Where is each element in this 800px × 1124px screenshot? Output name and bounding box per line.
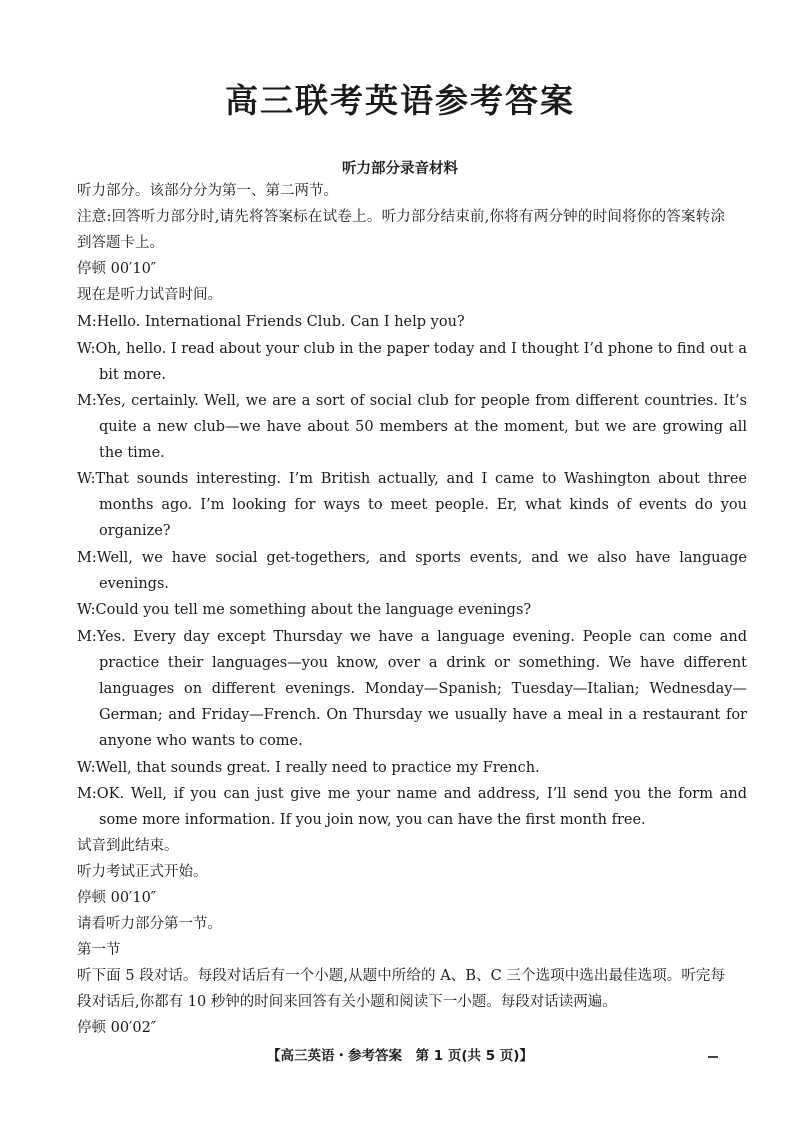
paragraph: 现在是听力试音时间。 — [77, 287, 222, 303]
document-title: 高三联考英语参考答案 — [225, 81, 575, 120]
dialogue-line: W:Could you tell me something about the language evenings? — [77, 602, 532, 618]
paragraph: 停顿 00′10″ — [77, 890, 157, 906]
paragraph: 注意:回答听力部分时,请先将答案标在试卷上。听力部分结束前,你将有两分钟的时间将你的答案转涂到答题卡上。 — [77, 209, 725, 251]
paragraph: 听力考试正式开始。 — [77, 864, 208, 880]
dialogue-line: W:That sounds interesting. I’m British actually, and I came to Washington about three months ago. I’m looking for ways to meet people. Er, what kinds of events do you organize? — [77, 471, 747, 539]
paragraph: 听力部分。该部分分为第一、第二两节。 — [77, 183, 338, 199]
dialogue-line: M:Well, we have social get-togethers, and sports events, and we also have language evenings. — [77, 550, 747, 592]
section-label: 第一节 — [77, 942, 121, 958]
paragraph: 试音到此结束。 — [77, 838, 179, 854]
dialogue-line: W:Well, that sounds great. I really need to practice my French. — [77, 760, 540, 776]
dialogue-line: M:Yes, certainly. Well, we are a sort of social club for people from different countries. It’s quite a new club—we have about 50 members at the moment, but we are growing all the time. — [77, 393, 747, 461]
page-footer: 【高三英语・参考答案 第 1 页(共 5 页)】 — [267, 1048, 533, 1064]
dialogue-line: M:Yes. Every day except Thursday we have a language evening. People can come and practice their languages—you know, over a drink or something. We have different languages on different evenings. Monday—Spanish; Tuesday—Italian; Wednesday—German; and Friday—French. On Thursday we usually have a meal in a restaurant for anyone who wants to come. — [77, 629, 747, 749]
section-heading: 听力部分录音材料 — [342, 161, 458, 177]
paragraph: 停顿 00′10″ — [77, 261, 157, 277]
paragraph: 停顿 00′02″ — [77, 1020, 157, 1036]
paragraph: 听下面 5 段对话。每段对话后有一个小题,从题中所给的 A、B、C 三个选项中选出最佳选项。听完每段对话后,你都有 10 秒钟的时间来回答有关小题和阅读下一小题。每段对话读两遍。 — [77, 968, 725, 1010]
dialogue-line: W:Oh, hello. I read about your club in the paper today and I thought I’d phone to find out a bit more. — [77, 341, 747, 383]
scan-mark — [708, 1056, 718, 1058]
paragraph: 请看听力部分第一节。 — [77, 916, 222, 932]
dialogue-line: M:OK. Well, if you can just give me your name and address, I’ll send you the form and some more information. If you join now, you can have the first month free. — [77, 786, 747, 828]
dialogue-line: M:Hello. International Friends Club. Can I help you? — [77, 314, 465, 330]
